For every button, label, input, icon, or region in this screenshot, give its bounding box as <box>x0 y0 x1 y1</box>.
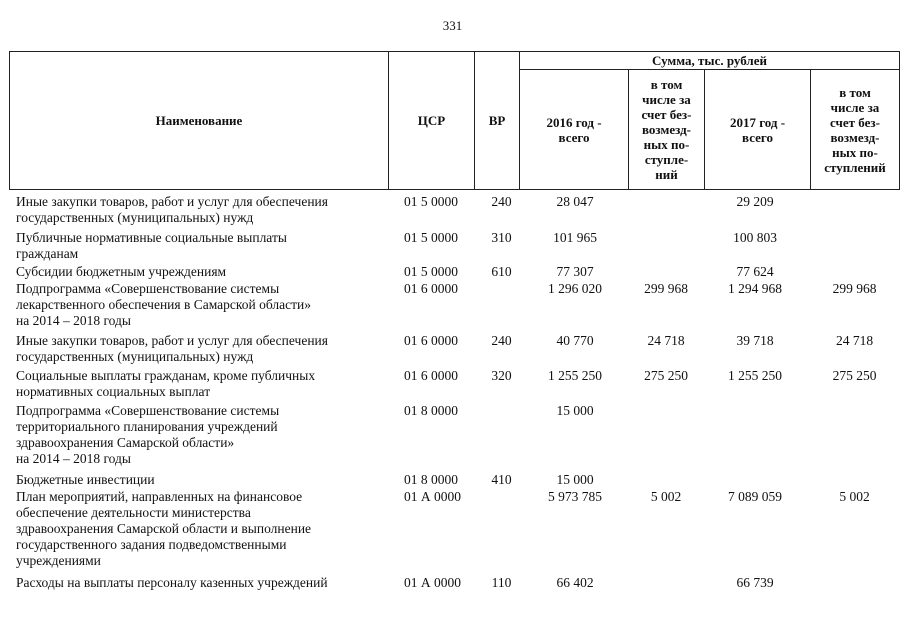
cell-csr: 01 5 0000 <box>404 194 458 209</box>
cell-2016-total: 15 000 <box>556 403 594 418</box>
cell-2016-free: 24 718 <box>647 333 685 348</box>
table-header <box>9 51 900 190</box>
cell-vr: 310 <box>491 230 512 245</box>
header-2017-free: в том числе за счет без- возмезд- ных по- ступлений <box>811 70 900 190</box>
row-name: Социальные выплаты гражданам, кроме публичных нормативных социальных выплат <box>16 368 316 399</box>
cell-2017-total: 1 255 250 <box>728 368 782 383</box>
cell-2017-total: 1 294 968 <box>728 281 782 296</box>
cell-2016-total: 28 047 <box>556 194 594 209</box>
cell-2016-total: 1 296 020 <box>548 281 602 296</box>
cell-2017-total: 100 803 <box>733 230 777 245</box>
cell-csr: 01 6 0000 <box>404 368 458 383</box>
cell-2016-total: 101 965 <box>553 230 597 245</box>
row-name: Бюджетные инвестиции <box>16 472 155 487</box>
header-2017-total: 2017 год - всего <box>705 70 811 190</box>
cell-2016-total: 66 402 <box>556 575 594 590</box>
row-name: Подпрограмма «Совершенствование системы территориального планирования учреждений здравоохранения Самарской области» на 2014 – 2018 годы <box>16 403 280 466</box>
cell-2017-total: 29 209 <box>736 194 774 209</box>
row-name: Иные закупки товаров, работ и услуг для обеспечения государственных (муниципальных) нужд <box>16 333 328 364</box>
cell-csr: 01 8 0000 <box>404 403 458 418</box>
header-sum: Сумма, тыс. рублей <box>520 52 900 70</box>
row-name: Расходы на выплаты персоналу казенных учреждений <box>16 575 328 590</box>
cell-2016-total: 15 000 <box>556 472 594 487</box>
row-name: Субсидии бюджетным учреждениям <box>16 264 227 279</box>
cell-vr: 320 <box>491 368 512 383</box>
cell-csr: 01 8 0000 <box>404 472 458 487</box>
cell-csr: 01 5 0000 <box>404 230 458 245</box>
cell-csr: 01 А 0000 <box>404 489 461 504</box>
row-name: Публичные нормативные социальные выплаты гражданам <box>16 230 287 261</box>
cell-csr: 01 5 0000 <box>404 264 458 279</box>
cell-2017-total: 66 739 <box>736 575 774 590</box>
cell-2016-free: 299 968 <box>644 281 688 296</box>
cell-vr: 610 <box>491 264 512 279</box>
cell-2017-total: 77 624 <box>736 264 774 279</box>
cell-vr: 110 <box>491 575 512 590</box>
cell-csr: 01 6 0000 <box>404 333 458 348</box>
header-2016-total: 2016 год - всего <box>520 70 629 190</box>
cell-vr: 240 <box>491 333 512 348</box>
row-name: Иные закупки товаров, работ и услуг для обеспечения государственных (муниципальных) нужд <box>16 194 328 225</box>
cell-csr: 01 А 0000 <box>404 575 461 590</box>
cell-csr: 01 6 0000 <box>404 281 458 296</box>
cell-2017-free: 24 718 <box>835 333 874 348</box>
cell-2016-total: 77 307 <box>556 264 594 279</box>
cell-2017-total: 7 089 059 <box>728 489 782 504</box>
row-name: Подпрограмма «Совершенствование системы лекарственного обеспечения в Самарской области» на 2014 – 2018 годы <box>16 281 312 328</box>
header-name: Наименование <box>10 52 389 190</box>
cell-2016-total: 5 973 785 <box>548 489 602 504</box>
row-name: План мероприятий, направленных на финансовое обеспечение деятельности министерства здравоохранения Самарской области и выполнение государственного задания подведомственными учреждениями <box>16 489 312 568</box>
cell-vr: 410 <box>491 472 512 487</box>
header-csr: ЦСР <box>389 52 475 190</box>
cell-2017-free: 5 002 <box>839 489 870 504</box>
cell-2016-total: 1 255 250 <box>548 368 602 383</box>
cell-2016-total: 40 770 <box>556 333 594 348</box>
cell-2016-free: 5 002 <box>650 489 682 504</box>
page-number: 331 <box>442 18 463 33</box>
header-vr: ВР <box>475 52 520 190</box>
cell-2017-free: 299 968 <box>832 281 877 296</box>
cell-2016-free: 275 250 <box>644 368 688 383</box>
cell-2017-total: 39 718 <box>736 333 774 348</box>
header-2016-free: в том числе за счет без- возмезд- ных по- ступле- ний <box>629 70 705 190</box>
cell-vr: 240 <box>491 194 512 209</box>
cell-2017-free: 275 250 <box>832 368 877 383</box>
